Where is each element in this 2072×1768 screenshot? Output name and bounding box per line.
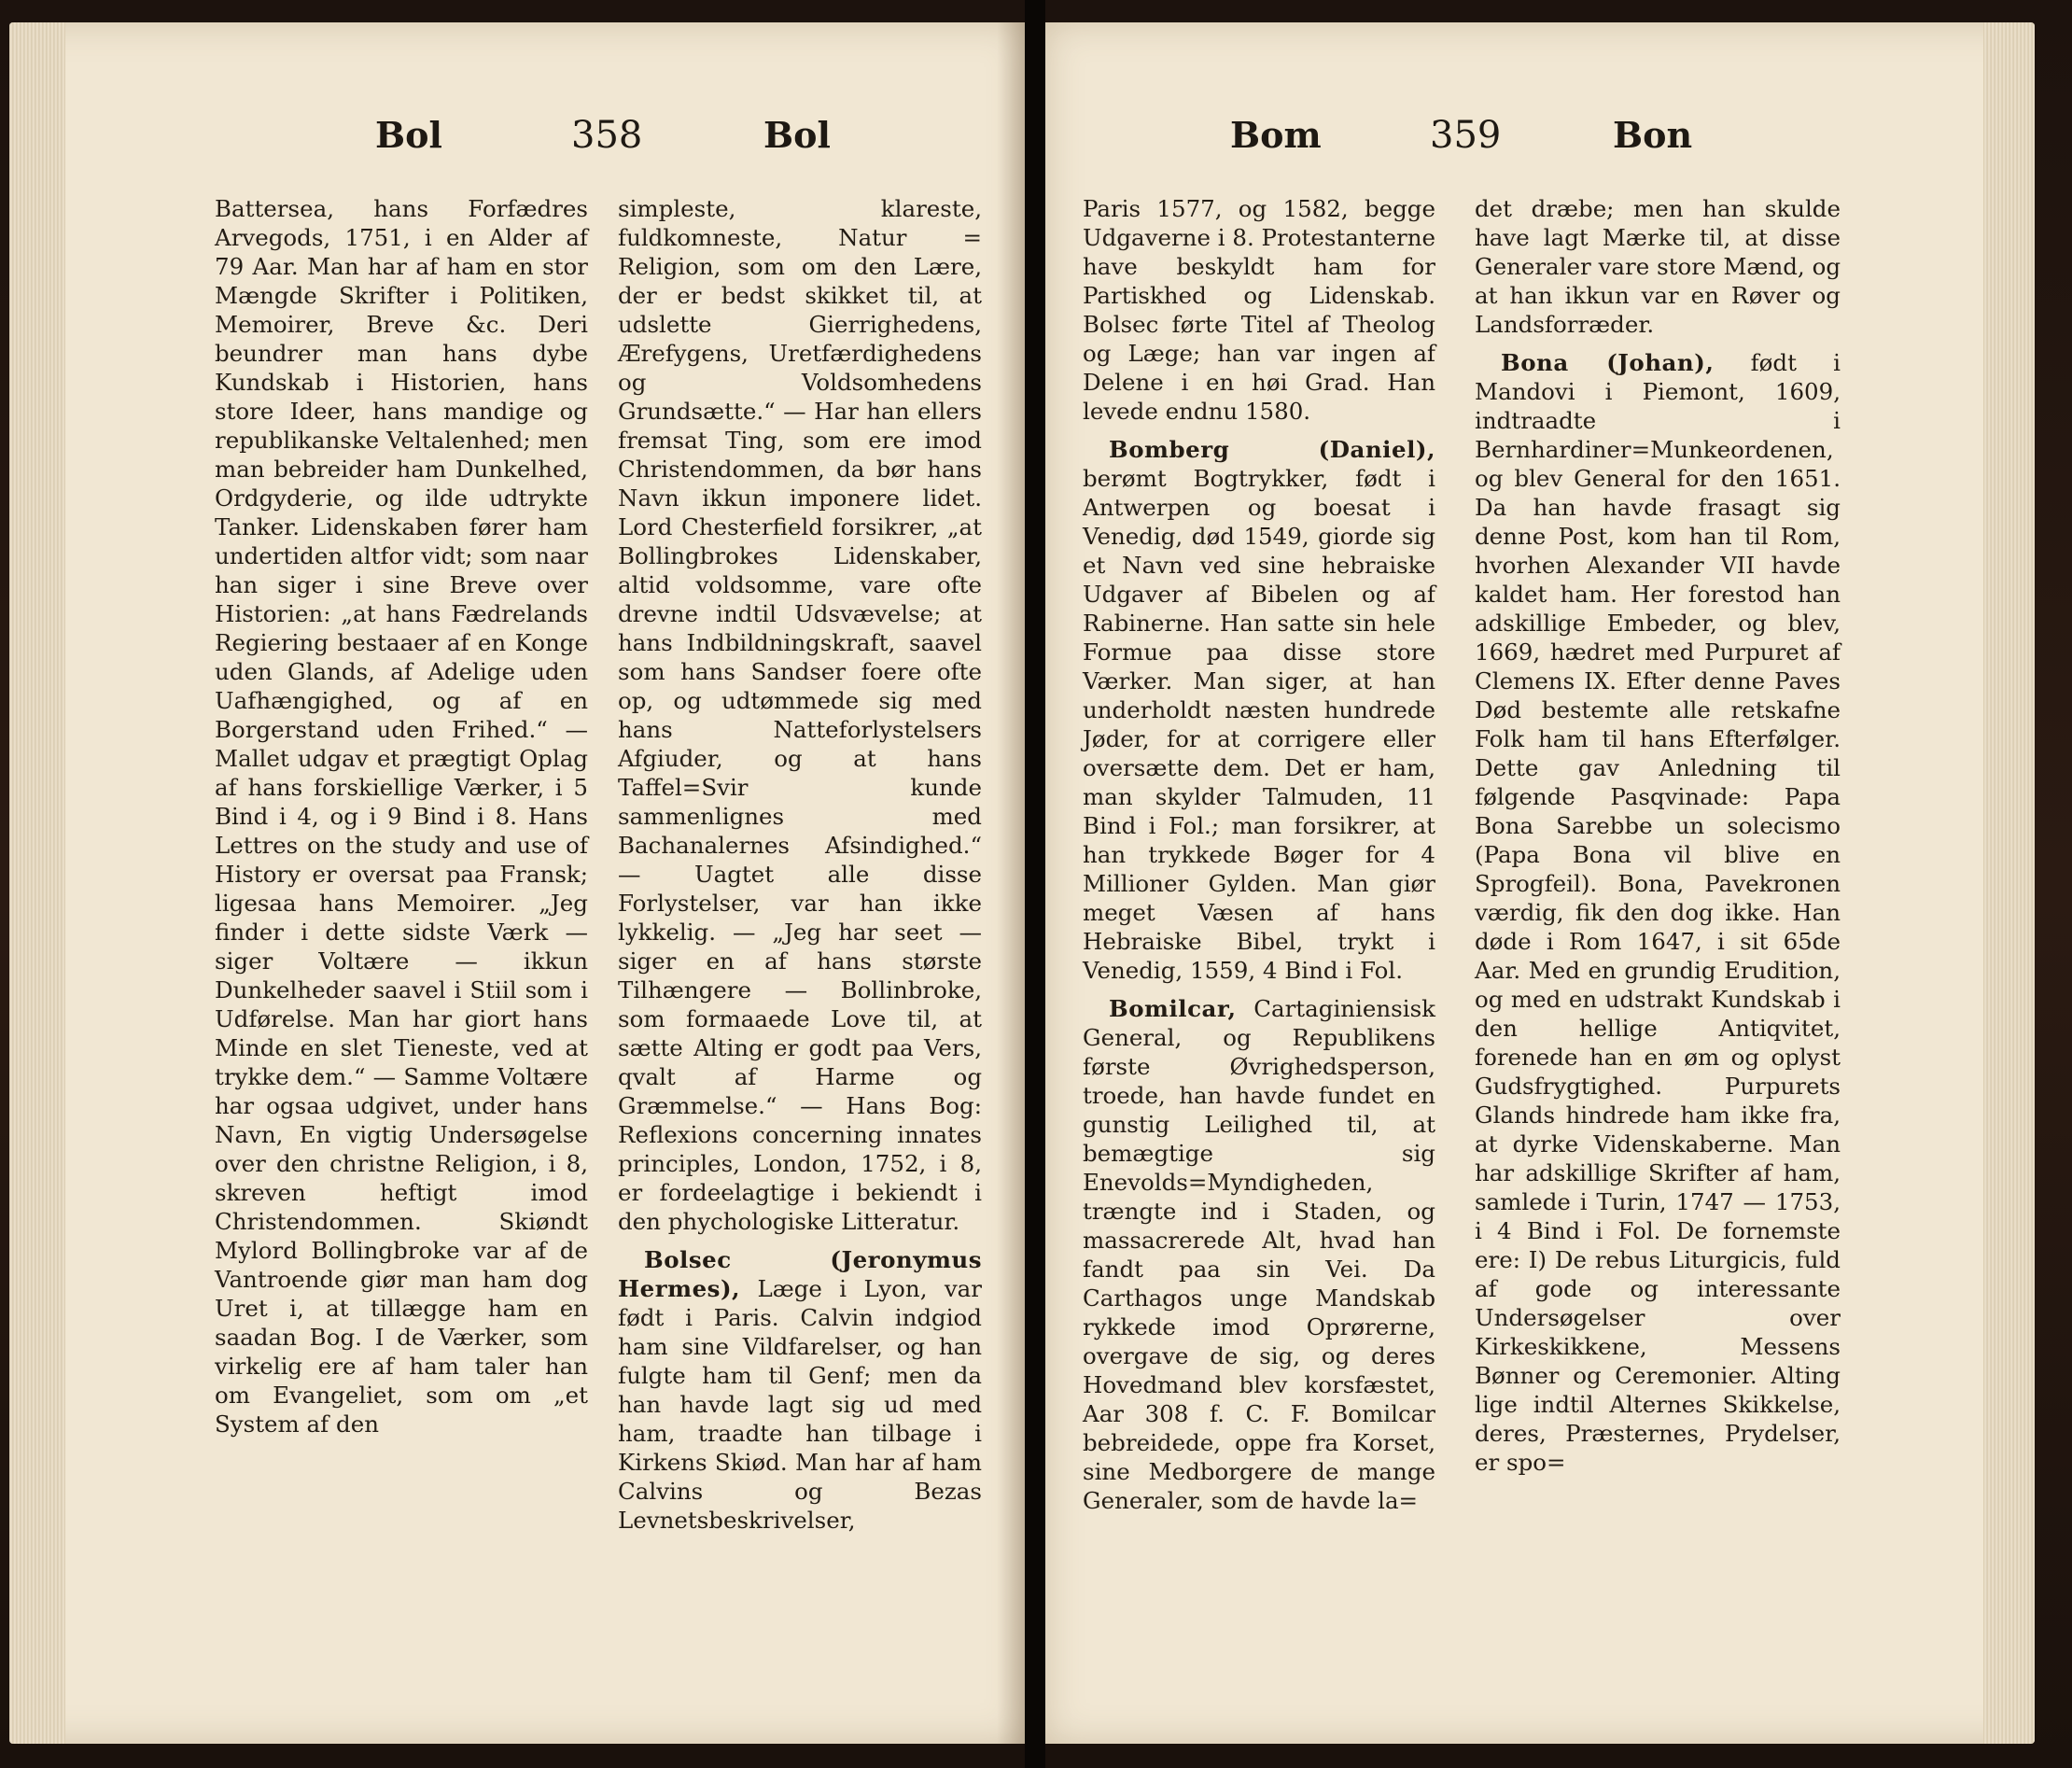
left-column-1	[215, 194, 588, 1448]
entry-bomberg-head: Bomberg (Daniel),	[1109, 436, 1435, 463]
entry-bolsec-head: Bolsec (Jeronymus Hermes),	[618, 1246, 982, 1302]
entry-bolsec-body: Læge i Lyon, var født i Paris. Calvin indgiod ham sine Vildfarelser, og han fulgte ham til Genf; men da han havde lagt sig ud med ham, traadte han tilbage i Kirkens Skiød. Man har af ham Calvins og Bezas Levnetsbeskrivelser,	[618, 1275, 982, 1534]
right-column-1	[1083, 194, 1435, 1524]
paragraph-bolsec-end: Paris 1577, og 1582, begge Udgaverne i 8. Protestanterne have beskyldt ham for Partiskhed og Lidenskab. Bolsec førte Titel af Theolog og Læge; han var ingen af Delene i en høi Grad. Han levede endnu 1580.	[1083, 195, 1435, 425]
right-header-left-word: Bom	[1230, 114, 1322, 156]
entry-bolsec	[618, 1245, 982, 1535]
entry-bomilcar-body: Cartaginiensisk General, og Republikens første Øvrighedsperson, troede, han havde fundet en gunstig Leilighed til, at bemægtige sig Enevolds=Myndigheden, trængte ind i Staden, og massacrerede Alt, hvad han fandt paa sin Vei. Da Carthagos unge Mandskab rykkede imod Oprørerne, overgave de sig, og deres Hovedmand blev korsfæstet, Aar 308 f. C. F. Bomilcar bebreidede, oppe fra Korset, sine Medborgere de mange Generaler, som de havde la=	[1083, 995, 1435, 1514]
paragraph-bomilcar-end: det dræbe; men han skulde have lagt Mærke til, at disse Generaler vare store Mænd, og at han ikkun var en Røver og Landsforræder.	[1475, 195, 1841, 338]
left-header-left-word: Bol	[375, 114, 442, 156]
entry-bomberg-body: berømt Bogtrykker, født i Antwerpen og boesat i Venedig, død 1549, giorde sig et Navn ved sine hebraiske Udgaver af Bibelen og af Rabinerne. Han satte sin hele Formue paa disse store Værker. Man siger, at han underholdt næsten hundrede Jøder, for at corrigere eller oversætte dem. Det er ham, man skylder Talmuden, 11 Bind i Fol.; man forsikrer, at han trykkede Bøger for 4 Millioner Gylden. Man giør meget Væsen af hans Hebraiske Bibel, trykt i Venedig, 1559, 4 Bind i Fol.	[1083, 465, 1435, 984]
entry-bona	[1475, 348, 1841, 1477]
paragraph-bollingbroke-end: simpleste, klareste, fuldkomneste, Natur = Religion, som om den Lære, der er bedst skikket til, at udslette Gierrighedens, Ærefygens, Uretfærdighedens og Voldsomhedens Grundsætte.“ — Har han ellers fremsat Ting, som ere imod Christendommen, da bør hans Navn ikkun imponere lidet. Lord Chesterfield forsikrer, „at Bollingbrokes Lidenskaber, altid voldsomme, vare ofte drevne indtil Udsvævelse; at hans Indbildningskraft, saavel som hans Sandser foere ofte op, og udtømmede sig med hans Natteforlystelsers Afgiuder, og at hans Taffel=Svir kunde sammenlignes med Bachanalernes Afsindighed.“ — Uagtet alle disse Forlystelser, var han ikke lykkelig. — „Jeg har seet — siger en af hans største Tilhængere — Bollinbroke, som formaaede Love til, at sætte Alting er godt paa Vers, qvalt af Harme og Græmmelse.“ — Hans Bog: Reflexions concerning innates principles, London, 1752, i 8, er fordeelagtige i bekiendt i den phychologiske Litteratur.	[618, 195, 982, 1235]
right-column-2	[1475, 194, 1841, 1486]
entry-bomberg	[1083, 435, 1435, 985]
right-page-number: 359	[1430, 114, 1502, 157]
paragraph-bollingbroke-cont: Battersea, hans Forfædres Arvegods, 1751, i en Alder af 79 Aar. Man har af ham en stor Mængde Skrifter i Politiken, Memoirer, Breve &c. Deri beundrer man hans dybe Kundskab i Historien, hans store Ideer, hans mandige og republikanske Veltalenhed; men man bebreider ham Dunkelhed, Ordgyderie, og ilde udtrykte Tanker. Lidenskaben fører ham undertiden altfor vidt; som naar han siger i sine Breve over Historien: „at hans Fædrelands Regiering bestaaer af en Konge uden Glands, af Adelige uden Uafhængighed, og af en Borgerstand uden Frihed.“ — Mallet udgav et prægtigt Oplag af hans forskiellige Værker, i 5 Bind i 4, og i 9 Bind i 8. Hans Lettres on the study and use of History er oversat paa Fransk; ligesaa hans Memoirer. „Jeg finder i dette sidste Værk — siger Voltære — ikkun Dunkelheder saavel i Stiil som i Udførelse. Man har giort hans Minde en slet Tieneste, ved at trykke dem.“ — Samme Voltære har ogsaa udgivet, under hans Navn, En vigtig Undersøgelse over den christne Religion, i 8, skreven heftigt imod Christendommen. Skiøndt Mylord Bollingbroke var af de Vantroende giør man ham dog Uret i, at tillægge ham en saadan Bog. I de Værker, som virkelig ere af ham taler han om Evangeliet, som om „et System af den	[215, 195, 588, 1438]
entry-bona-head: Bona (Johan),	[1501, 349, 1715, 376]
entry-bomilcar-head: Bomilcar,	[1109, 995, 1237, 1022]
left-column-2	[618, 194, 982, 1544]
left-page-number: 358	[571, 114, 643, 157]
left-header-right-word: Bol	[763, 114, 831, 156]
right-header-right-word: Bon	[1613, 114, 1693, 156]
entry-bona-body: født i Mandovi i Piemont, 1609, indtraadte i Bernhardiner=Munkeordenen, og blev General for den 1651. Da han havde frasagt sig denne Post, kom han til Rom, hvorhen Alexander VII havde kaldet ham. Her forestod han adskillige Embeder, og blev, 1669, hædret med Purpuret af Clemens IX. Efter denne Paves Død bestemte alle retskafne Folk ham til hans Efterfølger. Dette gav Anledning til følgende Pasqvinade: Papa Bona Sarebbe un solecismo (Papa Bona vil blive en Sprogfeil). Bona, Pavekronen værdig, fik den dog ikke. Han døde i Rom 1647, i sit 65de Aar. Med en grundig Erudition, og med en udstrakt Kundskab i den hellige Antiqvitet, forenede han en øm og oplyst Gudsfrygtighed. Purpurets Glands hindrede ham ikke fra, at dyrke Videnskaberne. Man har adskillige Skrifter af ham, samlede i Turin, 1747 — 1753, i 4 Bind i Fol. De fornemste ere: I) De rebus Liturgicis, fuld af gode og interessante Undersøgelser over Kirkeskikkene, Messens Bønner og Ceremonier. Alting lige indtil Alternes Skikkelse, deres, Præsternes, Prydelser, er spo=	[1475, 349, 1841, 1476]
book-gutter	[1025, 0, 1045, 1768]
right-page-header	[0, 114, 2072, 170]
entry-bomilcar	[1083, 994, 1435, 1515]
